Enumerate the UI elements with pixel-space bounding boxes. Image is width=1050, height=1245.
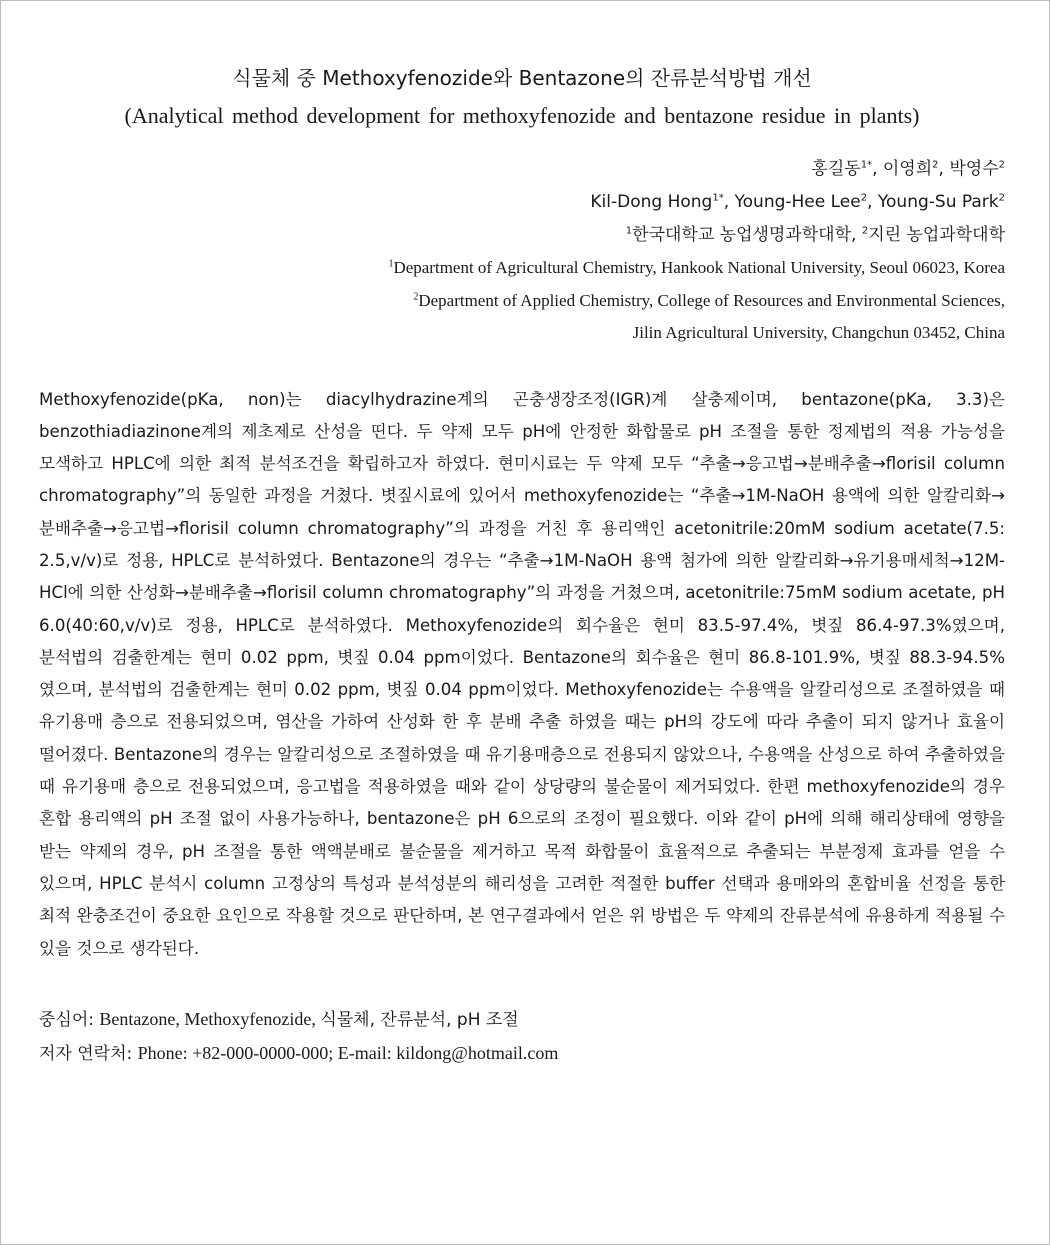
author-separator: ,	[938, 159, 950, 179]
author-affil-mark: 2	[998, 192, 1005, 204]
author-affil-mark: 1*	[712, 192, 724, 204]
affil-mark: 1	[388, 258, 394, 270]
author-separator: ,	[872, 159, 883, 179]
author-affil-mark: 2	[932, 159, 939, 171]
affil-mark: 2	[861, 225, 869, 237]
contact-label: 저자 연락처:	[39, 1043, 138, 1064]
author-name: 이영희	[882, 159, 933, 179]
author-name: Young-Hee Lee	[734, 192, 861, 212]
author-name: 박영수	[949, 159, 999, 179]
affil-mark: 1	[625, 225, 633, 237]
abstract-body: Methoxyfenozide(pKa, non)는 diacylhydrazine계의 곤충생장조정(IGR)계 살충제이며, bentazone(pKa, 3.3)은 benzothiadiazinone계의 제초제로 산성을 띤다. 두 약제 모두 pH에 안정한 화합물로 pH 조절을 통한 정제법의 적용 가능성을 모색하고 HPLC에 의한 최적 분석조건을 확립하고자 하였다. 현미시료는 두 약제 모두 “추출→응고법→분배추출→florisil column chromatography”의 동일한 과정을 거쳤다. 볏짚시료에 있어서 methoxyfenozide는 “추출→1M-NaOH 용액에 의한 알칼리화→분배추출→응고법→florisil column chromatography”의 과정을 거친 후 용리액인 acetonitrile:20mM sodium acetate(7.5: 2.5,v/v)로 정용, HPLC로 분석하였다. Bentazone의 경우는 “추출→1M-NaOH 용액 첨가에 의한 알칼리화→유기용매세척→12M-HCl에 의한 산성화→분배추출→florisil column chromatography”의 과정을 거쳤으며, acetonitrile:75mM sodium acetate, pH 6.0(40:60,v/v)로 정용, HPLC로 분석하였다. Methoxyfenozide의 회수율은 현미 83.5-97.4%, 볏짚 86.4-97.3%였으며, 분석법의 검출한계는 현미 0.02 ppm, 볏짚 0.04 ppm이었다. Bentazone의 회수율은 현미 86.8-101.9%, 볏짚 88.3-94.5%였으며, 분석법의 검출한계는 현미 0.02 ppm, 볏짚 0.04 ppm이었다. Methoxyfenozide는 수용액을 알칼리성으로 조절하였을 때 유기용매 층으로 전용되었으며, 염산을 가하여 산성화 한 후 분배 추출 하였을 때는 pH의 강도에 따라 추출이 되지 않거나 효율이 떨어졌다. Bentazone의 경우는 알칼리성으로 조절하였을 때 유기용매층으로 전용되지 않았으나, 수용액을 산성으로 하여 추출하였을 때 유기용매 층으로 전용되었으며, 응고법을 적용하였을 때와 같이 상당량의 불순물이 제거되었다. 한편 methoxyfenozide의 경우 혼합 용리액의 pH 조절 없이 사용가능하나, bentazone은 pH 6으로의 조정이 필요했다. 이와 같이 pH에 의해 해리상태에 영향을 받는 약제의 경우, pH 조절을 통한 액액분배로 불순물을 제거하고 목적 화합물이 효율적으로 추출되는 부분정제 효과를 얻을 수 있으며, HPLC 분석시 column 고정상의 특성과 분석성분의 해리성을 고려한 적절한 buffer 선택과 용매와의 혼합비율 선정을 통한 최적 완충조건이 중요한 요인으로 작용할 것으로 판단하며, 본 연구결과에서 얻은 위 방법은 두 약제의 잔류분석에 유용하게 적용될 수 있을 것으로 생각된다.	[39, 389, 1005, 958]
author-separator: ,	[867, 192, 878, 212]
affiliation: 한국대학교 농업생명과학대학	[632, 225, 852, 245]
keywords-line	[39, 1003, 1005, 1037]
author-name: Young-Su Park	[877, 192, 999, 212]
keywords-label: 중심어:	[39, 1009, 100, 1030]
affiliation-english-2-cont: Jilin Agricultural University, Changchun 03452, China	[632, 323, 1005, 342]
author-affil-mark: 2	[998, 159, 1005, 171]
author-separator: ,	[723, 192, 735, 212]
affiliation: 지린 농업과학대학	[868, 225, 1005, 245]
affiliation-english-2	[39, 285, 1005, 318]
affiliation: Department of Agricultural Chemistry, Hankook National University, Seoul 06023, Korea	[393, 258, 1005, 277]
contact-line	[39, 1037, 1005, 1071]
author-name: Kil-Dong Hong	[590, 192, 713, 212]
affil-mark: 2	[413, 290, 419, 302]
affiliation-english-1	[39, 252, 1005, 285]
author-affil-mark: 1*	[860, 159, 873, 171]
paper-meta	[39, 1003, 1005, 1071]
affil-separator: ,	[851, 225, 862, 245]
affiliation: Department of Applied Chemistry, College of Resources and Environmental Sciences,	[418, 290, 1005, 310]
authors-korean	[39, 153, 1005, 186]
author-name: 홍길동	[811, 159, 861, 179]
paper-subtitle: (Analytical method development for methoxyfenozide and bentazone residue in plants)	[124, 103, 920, 128]
author-block	[39, 153, 1005, 350]
paper-title: 식물체 중 Methoxyfenozide와 Bentazone의 잔류분석방법 개선	[232, 66, 812, 90]
contact-text: Phone: +82-000-0000-000; E-mail: kildong@hotmail.com	[137, 1042, 559, 1063]
authors-english	[39, 186, 1005, 219]
keywords-korean: 식물체, 잔류분석, pH 조절	[320, 1009, 519, 1030]
affiliations-korean	[39, 219, 1005, 252]
keywords-english: Bentazone, Methoxyfenozide,	[99, 1008, 321, 1029]
author-affil-mark: 2	[860, 192, 868, 204]
